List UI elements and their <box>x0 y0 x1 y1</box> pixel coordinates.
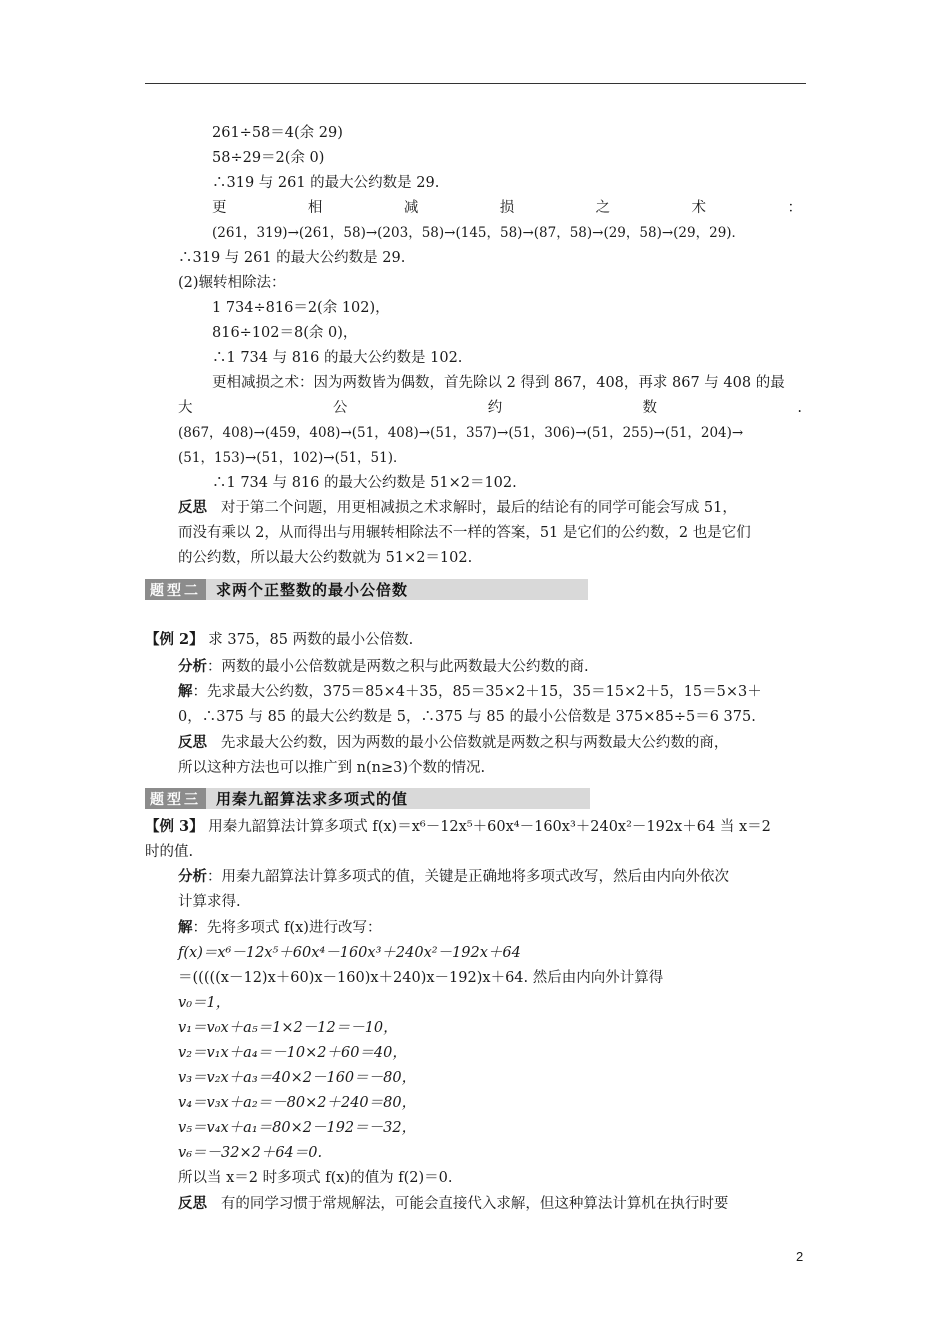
word: ： <box>787 200 802 216</box>
word: 减 <box>403 200 419 216</box>
section-title: 求两个正整数的最小公倍数 <box>216 581 409 599</box>
text-line: 时的值. <box>145 844 194 860</box>
reflection-label: 反思 <box>178 734 207 751</box>
word: 之 <box>595 200 611 216</box>
analysis-line <box>178 657 589 677</box>
text-line: 1 734÷816＝2(余 102)， <box>212 300 390 316</box>
reflection-text: 有的同学习惯于常规解法，可能会直接代入求解，但这种算法计算机在执行时要 <box>220 1196 729 1212</box>
analysis-label: 分析 <box>178 868 207 885</box>
text-line: (51，153)→(51，102)→(51，51)． <box>178 450 407 466</box>
example-line <box>145 817 771 837</box>
text-line: 的公约数，所以最大公约数就为 51×2＝102. <box>178 550 473 566</box>
justified-line <box>212 198 802 218</box>
word: 更 <box>212 200 227 216</box>
formula-line: v₃＝v₂x＋a₃＝40×2－160＝－80， <box>178 1070 417 1086</box>
solution-text: ：先将多项式 f(x)进行改写： <box>192 920 382 936</box>
solution-line <box>178 918 381 938</box>
solution-line <box>178 682 762 702</box>
formula-line: v₂＝v₁x＋a₄＝－10×2＋60＝40， <box>178 1045 407 1061</box>
example-label: 【例 2】 <box>145 631 204 648</box>
reflection-line <box>178 498 737 518</box>
word: 损 <box>499 200 515 216</box>
section-tag: 题型二 <box>145 579 206 600</box>
word: 相 <box>307 200 323 216</box>
text-line: ∴1 734 与 816 的最大公约数是 102. <box>212 350 463 366</box>
analysis-line <box>178 867 729 887</box>
text-line: ∴1 734 与 816 的最大公约数是 51×2＝102. <box>212 475 517 491</box>
formula-line: v₄＝v₃x＋a₂＝－80×2＋240＝80， <box>178 1095 417 1111</box>
word: 数 <box>642 400 658 416</box>
formula-line: v₁＝v₀x＋a₅＝1×2－12＝－10， <box>178 1020 398 1036</box>
reflection-label: 反思 <box>178 499 207 516</box>
reflection-line <box>178 733 728 753</box>
formula-line: v₀＝1， <box>178 995 231 1011</box>
solution-text: ：先求最大公约数，375＝85×4＋35，85＝35×2＋15，35＝15×2＋5，15＝5×3＋ <box>192 684 762 700</box>
example-label: 【例 3】 <box>145 818 204 835</box>
word: . <box>797 400 802 416</box>
text-line: 所以当 x＝2 时多项式 f(x)的值为 f(2)＝0. <box>178 1170 453 1186</box>
text-line: (261，319)→(261，58)→(203，58)→(145，58)→(87，58)→(29，58)→(29，29)． <box>212 225 746 241</box>
text-line: 而没有乘以 2，从而得出与用辗转相除法不一样的答案，51 是它们的公约数，2 也是它们 <box>178 525 751 541</box>
section-title: 用秦九韶算法求多项式的值 <box>216 790 409 808</box>
word: 公 <box>332 400 348 416</box>
text-line: ∴319 与 261 的最大公约数是 29. <box>178 250 406 266</box>
justified-line <box>178 398 802 418</box>
analysis-text: ：用秦九韶算法计算多项式的值，关键是正确地将多项式改写，然后由内向外依次 <box>207 869 729 885</box>
text-line: 更相减损之术：因为两数皆为偶数，首先除以 2 得到 867，408，再求 867 与 408 的最 <box>212 375 785 391</box>
analysis-text: ：两数的最小公倍数就是两数之积与此两数最大公约数的商. <box>207 659 589 675</box>
solution-label: 解 <box>178 919 193 936</box>
reflection-text: 先求最大公约数，因为两数的最小公倍数就是两数之积与两数最大公约数的商， <box>220 735 729 751</box>
word: 约 <box>487 400 503 416</box>
text-line: 816÷102＝8(余 0)， <box>212 325 358 341</box>
example-text: 用秦九韶算法计算多项式 f(x)＝x⁶－12x⁵＋60x⁴－160x³＋240x²－192x＋64 当 x＝2 <box>208 819 771 835</box>
text-line: (867，408)→(459，408)→(51，408)→(51，357)→(51，306)→(51，255)→(51，204)→ <box>178 425 744 441</box>
section-tag: 题型三 <box>145 788 206 809</box>
text-line: 261÷58＝4(余 29) <box>212 125 343 141</box>
solution-label: 解 <box>178 683 193 700</box>
text-line: ∴319 与 261 的最大公约数是 29. <box>212 175 440 191</box>
word: 术 <box>691 200 707 216</box>
text-line: 计算求得. <box>178 894 241 910</box>
reflection-line <box>178 1194 728 1214</box>
text-line: (2)辗转相除法： <box>178 275 286 291</box>
formula-line: ＝(((((x－12)x＋60)x－160)x＋240)x－192)x＋64. 然后由内向外计算得 <box>178 970 664 986</box>
header-rule <box>145 83 806 84</box>
text-line: 所以这种方法也可以推广到 n(n≥3)个数的情况. <box>178 760 486 776</box>
word: 大 <box>178 400 193 416</box>
text-line: 0，∴375 与 85 的最大公约数是 5，∴375 与 85 的最小公倍数是 375×85÷5＝6 375. <box>178 709 756 725</box>
analysis-label: 分析 <box>178 658 207 675</box>
formula-line: v₆＝－32×2＋64＝0. <box>178 1145 323 1161</box>
section-banner <box>145 579 588 600</box>
section-banner <box>145 788 590 809</box>
page-number: 2 <box>796 1249 804 1264</box>
example-text: 求 375，85 两数的最小公倍数. <box>208 632 414 648</box>
reflection-text: 对于第二个问题，用更相减损之术求解时，最后的结论有的同学可能会写成 51， <box>220 500 737 516</box>
formula-line: f(x)＝x⁶－12x⁵＋60x⁴－160x³＋240x²－192x＋64 <box>178 945 521 961</box>
reflection-label: 反思 <box>178 1195 207 1212</box>
example-line <box>145 630 413 650</box>
formula-line: v₅＝v₄x＋a₁＝80×2－192＝－32， <box>178 1120 417 1136</box>
text-line: 58÷29＝2(余 0) <box>212 150 325 166</box>
